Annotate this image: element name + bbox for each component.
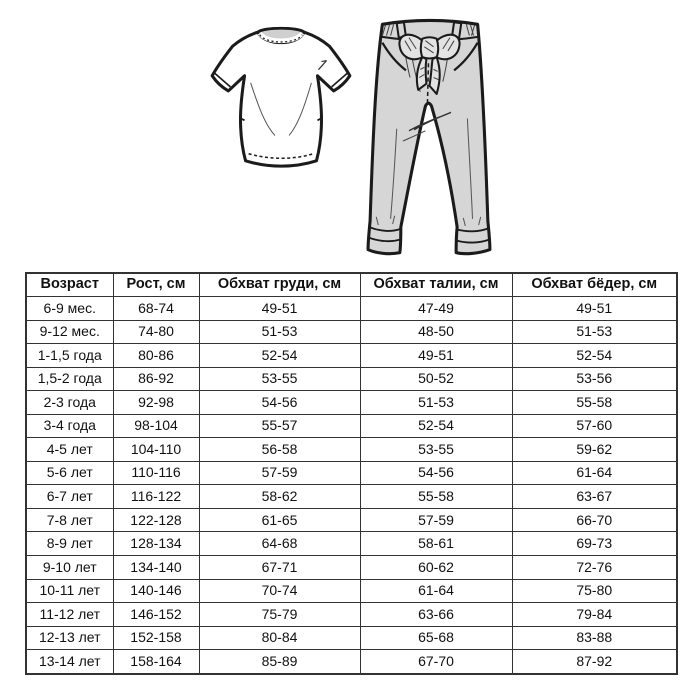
value-cell: 61-64 [512, 461, 677, 485]
table-row [26, 438, 677, 462]
value-cell: 67-71 [199, 556, 360, 580]
value-cell: 116-122 [113, 485, 199, 509]
value-cell: 83-88 [512, 626, 677, 650]
table-row [26, 626, 677, 650]
value-cell: 87-92 [512, 650, 677, 674]
pants-illustration-icon [366, 16, 494, 262]
value-cell: 128-134 [113, 532, 199, 556]
table-row [26, 650, 677, 674]
value-cell: 61-65 [199, 508, 360, 532]
value-cell: 52-54 [512, 344, 677, 368]
table-row [26, 461, 677, 485]
value-cell: 104-110 [113, 438, 199, 462]
age-cell: 8-9 лет [26, 532, 113, 556]
value-cell: 63-67 [512, 485, 677, 509]
value-cell: 49-51 [512, 297, 677, 321]
table-row [26, 485, 677, 509]
value-cell: 69-73 [512, 532, 677, 556]
table-row [26, 532, 677, 556]
value-cell: 58-61 [360, 532, 512, 556]
column-header: Обхват груди, см [199, 273, 360, 297]
value-cell: 48-50 [360, 320, 512, 344]
age-cell: 5-6 лет [26, 461, 113, 485]
value-cell: 122-128 [113, 508, 199, 532]
table-row [26, 344, 677, 368]
value-cell: 63-66 [360, 603, 512, 627]
table-row [26, 391, 677, 415]
value-cell: 92-98 [113, 391, 199, 415]
value-cell: 52-54 [360, 414, 512, 438]
table-row [26, 603, 677, 627]
value-cell: 60-62 [360, 556, 512, 580]
value-cell: 79-84 [512, 603, 677, 627]
age-cell: 2-3 года [26, 391, 113, 415]
value-cell: 50-52 [360, 367, 512, 391]
column-header: Обхват талии, см [360, 273, 512, 297]
column-header: Обхват бёдер, см [512, 273, 677, 297]
table-row [26, 556, 677, 580]
table-row [26, 508, 677, 532]
value-cell: 58-62 [199, 485, 360, 509]
value-cell: 75-79 [199, 603, 360, 627]
size-table-body [26, 297, 677, 675]
table-row [26, 414, 677, 438]
value-cell: 80-84 [199, 626, 360, 650]
value-cell: 49-51 [360, 344, 512, 368]
column-header: Возраст [26, 273, 113, 297]
value-cell: 80-86 [113, 344, 199, 368]
table-row [26, 367, 677, 391]
age-cell: 9-10 лет [26, 556, 113, 580]
value-cell: 64-68 [199, 532, 360, 556]
value-cell: 47-49 [360, 297, 512, 321]
value-cell: 158-164 [113, 650, 199, 674]
table-row [26, 579, 677, 603]
value-cell: 55-57 [199, 414, 360, 438]
value-cell: 51-53 [512, 320, 677, 344]
age-cell: 7-8 лет [26, 508, 113, 532]
tshirt-illustration-icon [200, 20, 362, 172]
age-cell: 3-4 года [26, 414, 113, 438]
age-cell: 4-5 лет [26, 438, 113, 462]
value-cell: 51-53 [360, 391, 512, 415]
age-cell: 13-14 лет [26, 650, 113, 674]
value-cell: 85-89 [199, 650, 360, 674]
value-cell: 110-116 [113, 461, 199, 485]
value-cell: 57-59 [360, 508, 512, 532]
age-cell: 10-11 лет [26, 579, 113, 603]
size-table-header-row [26, 273, 677, 297]
age-cell: 1-1,5 года [26, 344, 113, 368]
value-cell: 57-60 [512, 414, 677, 438]
value-cell: 61-64 [360, 579, 512, 603]
value-cell: 98-104 [113, 414, 199, 438]
value-cell: 56-58 [199, 438, 360, 462]
value-cell: 134-140 [113, 556, 199, 580]
value-cell: 54-56 [199, 391, 360, 415]
value-cell: 140-146 [113, 579, 199, 603]
value-cell: 67-70 [360, 650, 512, 674]
value-cell: 65-68 [360, 626, 512, 650]
value-cell: 54-56 [360, 461, 512, 485]
value-cell: 53-56 [512, 367, 677, 391]
age-cell: 12-13 лет [26, 626, 113, 650]
value-cell: 53-55 [360, 438, 512, 462]
age-cell: 6-9 мес. [26, 297, 113, 321]
tshirt-body [212, 28, 350, 166]
value-cell: 52-54 [199, 344, 360, 368]
age-cell: 1,5-2 года [26, 367, 113, 391]
size-table [25, 272, 678, 675]
table-row [26, 297, 677, 321]
value-cell: 59-62 [512, 438, 677, 462]
value-cell: 57-59 [199, 461, 360, 485]
bow-knot [421, 37, 438, 59]
size-table-head [26, 273, 677, 297]
table-row [26, 320, 677, 344]
value-cell: 74-80 [113, 320, 199, 344]
value-cell: 49-51 [199, 297, 360, 321]
value-cell: 75-80 [512, 579, 677, 603]
column-header: Рост, см [113, 273, 199, 297]
age-cell: 9-12 мес. [26, 320, 113, 344]
value-cell: 146-152 [113, 603, 199, 627]
value-cell: 72-76 [512, 556, 677, 580]
value-cell: 68-74 [113, 297, 199, 321]
value-cell: 55-58 [360, 485, 512, 509]
value-cell: 53-55 [199, 367, 360, 391]
value-cell: 55-58 [512, 391, 677, 415]
age-cell: 6-7 лет [26, 485, 113, 509]
value-cell: 66-70 [512, 508, 677, 532]
value-cell: 51-53 [199, 320, 360, 344]
value-cell: 86-92 [113, 367, 199, 391]
value-cell: 70-74 [199, 579, 360, 603]
age-cell: 11-12 лет [26, 603, 113, 627]
value-cell: 152-158 [113, 626, 199, 650]
